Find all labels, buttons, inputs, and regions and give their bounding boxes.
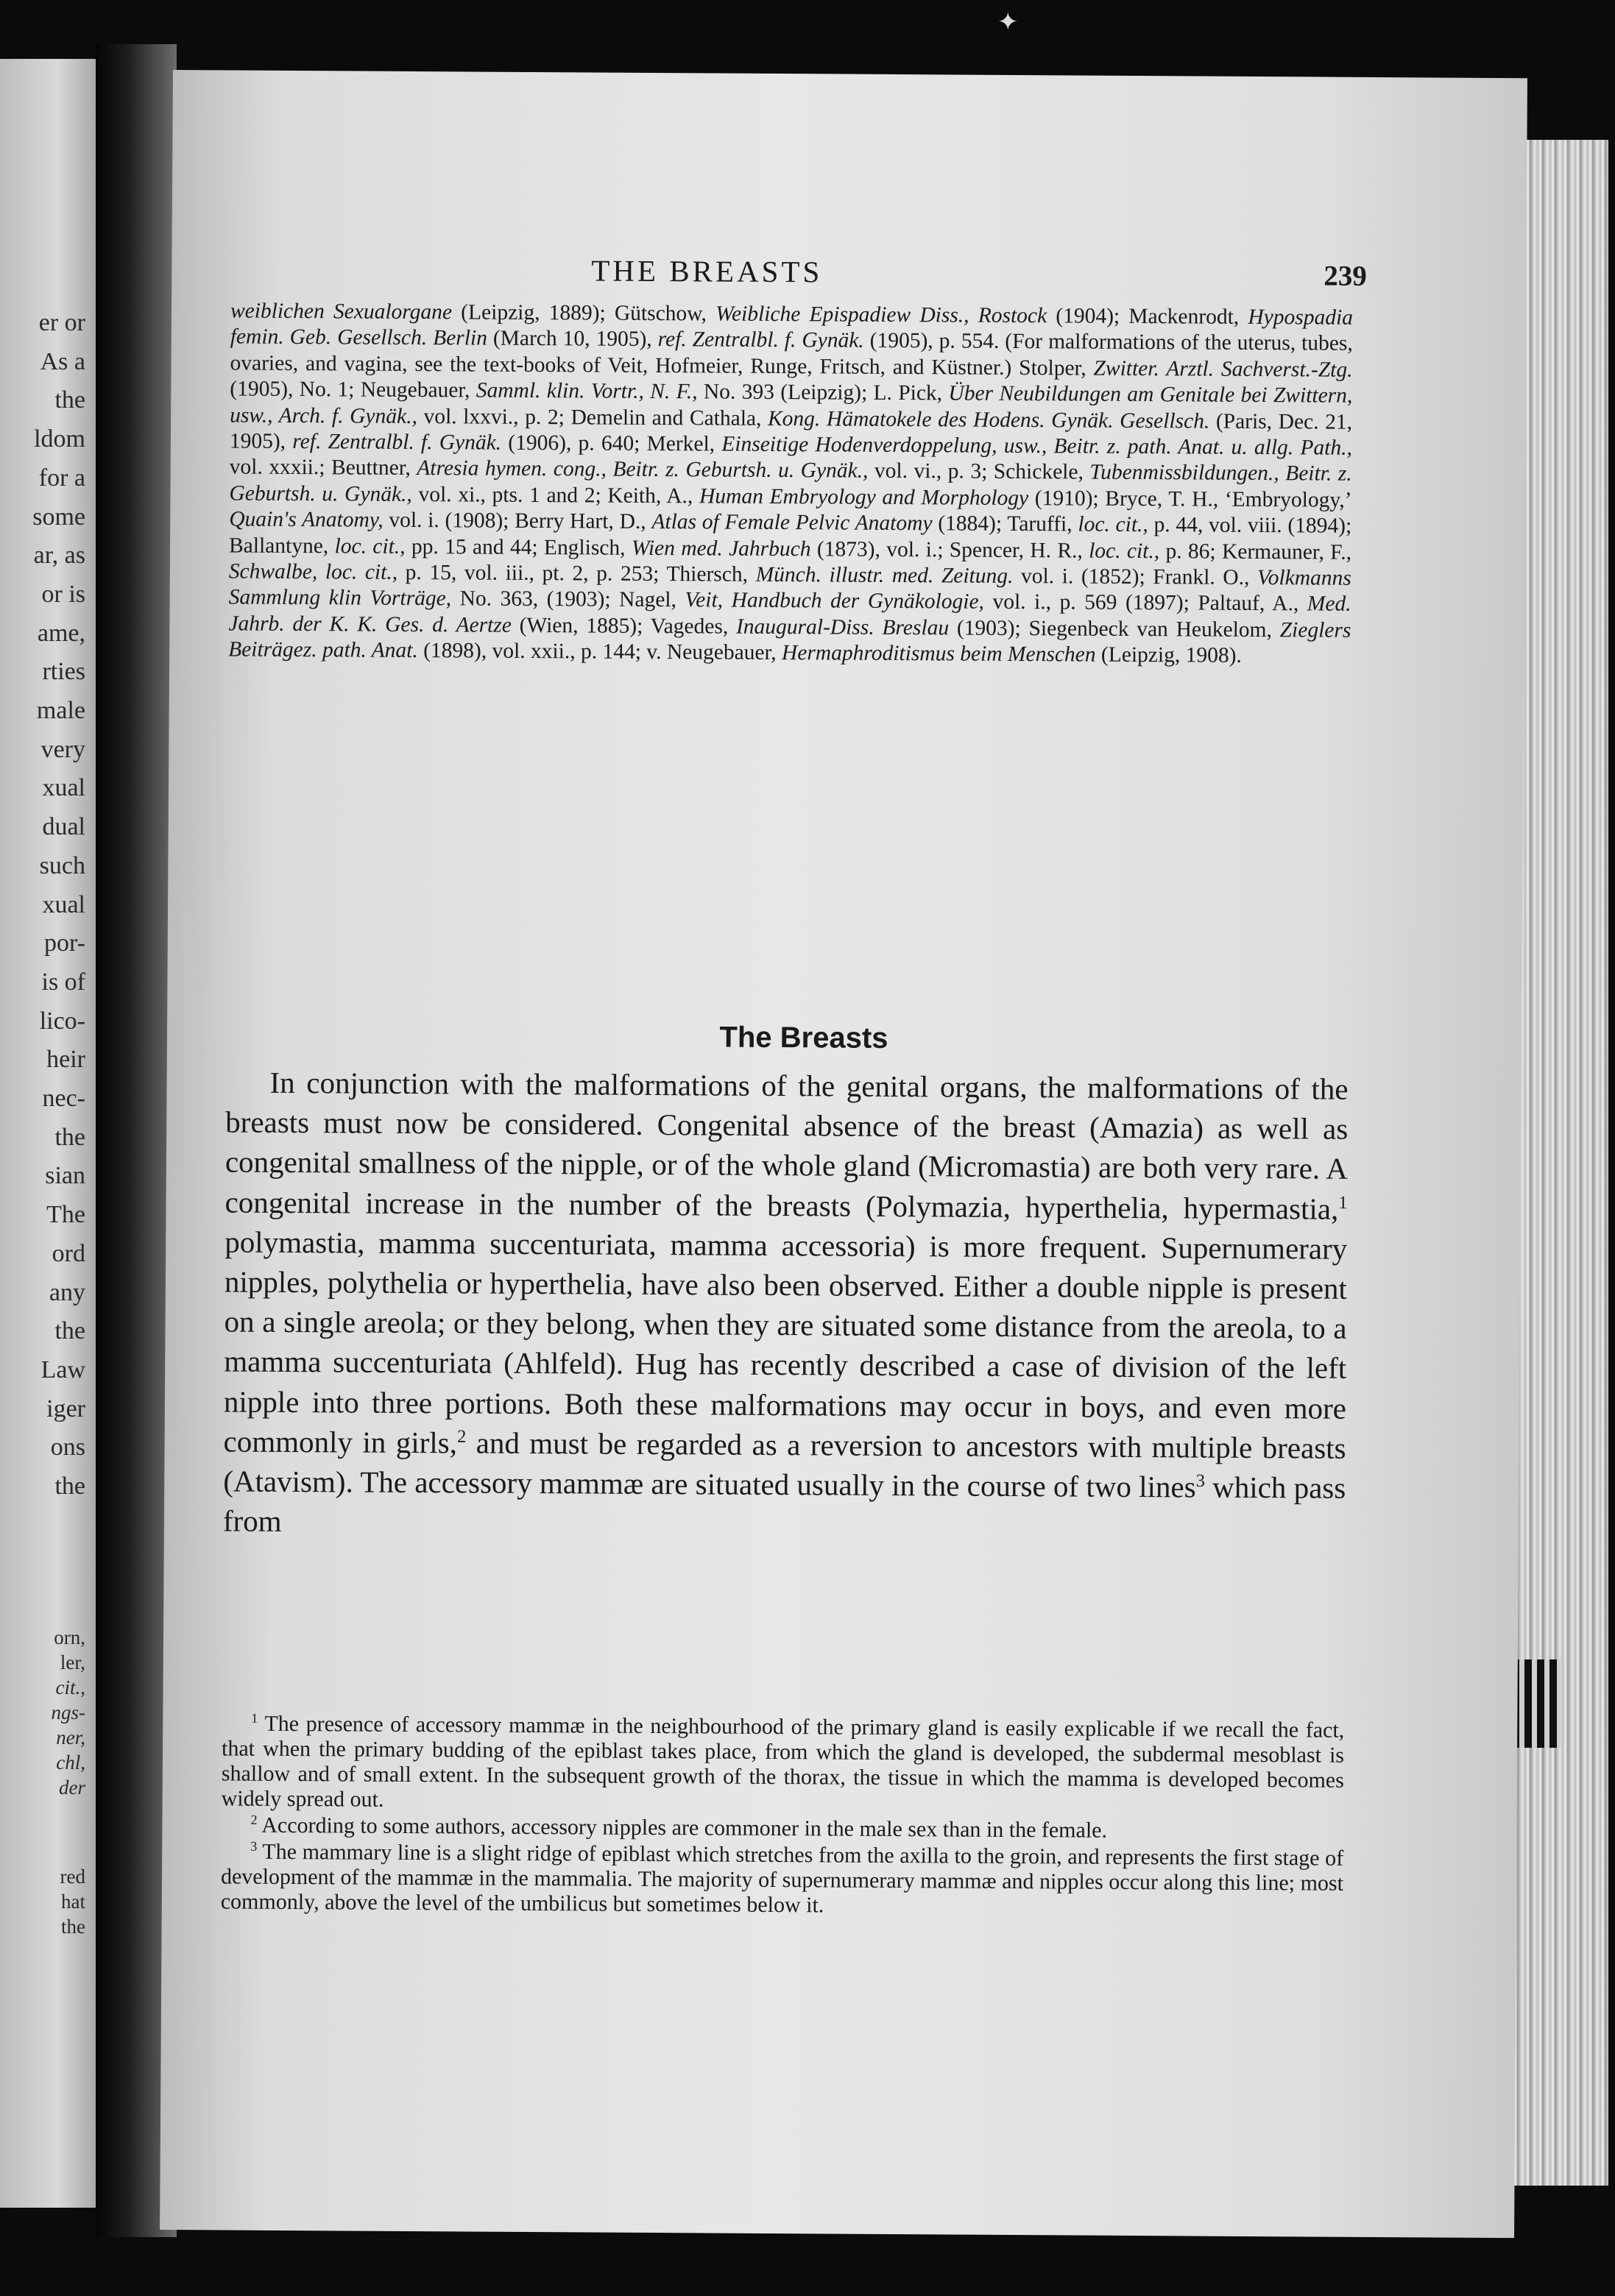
bib-citation: Einseitige Hodenverdoppelung, usw., Beitr. z. path. Anat. u. allg. Path.,: [721, 432, 1352, 460]
facing-page-line: red: [60, 1866, 85, 1888]
facing-page-line: xual: [42, 774, 85, 802]
facing-page-line: very: [40, 735, 85, 763]
body-text: and must be regarded as a reversion to ancestors with multiple breasts (Atavism). The accessory mammæ are situated usually in the course of two lines: [223, 1425, 1346, 1504]
bib-text: (1873), vol. i.; Spencer, H. R.,: [810, 536, 1089, 563]
bib-citation: Schwalbe, loc. cit.,: [228, 559, 398, 584]
bib-text: (1905), No. 1; Neugebauer,: [230, 377, 476, 403]
bib-citation: Med. Jahrb. der K. K. Ges. d. Aertze: [228, 592, 1351, 637]
facing-page-line: is of: [41, 968, 85, 996]
bib-text: vol. vi., p. 3; Schickele,: [868, 459, 1090, 485]
facing-page-line: iger: [46, 1395, 85, 1422]
bib-citation: Hypospadia femin. Geb. Gesellsch. Berlin: [230, 305, 1354, 351]
bibliography-block: [228, 298, 1353, 670]
bib-citation: Zieglers Beiträgez. path. Anat.: [228, 618, 1351, 663]
facing-page-line: ner,: [56, 1726, 85, 1748]
bib-text: (1903); Siegenbeck van Heukelom,: [949, 616, 1280, 642]
facing-page-line: the: [54, 1317, 85, 1345]
facing-page-line: er or: [38, 309, 85, 336]
bib-citation: Veit, Handbuch der Gynäkologie,: [685, 588, 985, 614]
bib-text: p. 15, vol. iii., pt. 2, p. 253; Thiersch,: [397, 560, 756, 587]
bib-text: No. 363, (1903); Nagel,: [451, 587, 685, 612]
facing-page-line: hat: [61, 1891, 85, 1913]
facing-page-line: the: [54, 1123, 85, 1151]
footnote-ref: 1: [1338, 1192, 1348, 1213]
bib-citation: ref. Zentralbl. f. Gynäk.: [657, 327, 864, 353]
bib-text: vol. xxxii.; Beuttner,: [229, 455, 417, 481]
bib-text: (Leipzig, 1889); Gütschow,: [451, 300, 716, 326]
facing-page-line: The: [46, 1201, 85, 1229]
facing-page-line: dual: [42, 813, 85, 841]
facing-page-line: ler,: [60, 1651, 85, 1673]
bib-citation: Atresia hymen. cong., Beitr. z. Geburtsh. u. Gynäk.,: [417, 456, 869, 483]
bib-text: vol. i., p. 569 (1897); Paltauf, A.,: [983, 590, 1307, 616]
footnote-ref: 2: [456, 1426, 467, 1447]
facing-page-line: nec-: [42, 1085, 85, 1112]
section-title: The Breasts: [719, 1021, 888, 1055]
bib-text: (March 10, 1905),: [487, 327, 658, 352]
facing-page-line: some: [32, 503, 85, 531]
running-title: THE BREASTS: [591, 253, 823, 289]
bib-text: (Paris, Dec. 21, 1905),: [229, 409, 1353, 454]
facing-page-line: ngs-: [51, 1701, 85, 1723]
book-page: [160, 70, 1527, 2238]
footnote-mark: 2: [250, 1812, 258, 1827]
body-text: which pass from: [222, 1470, 1346, 1539]
bib-text: (1898), vol. xxii., p. 144; v. Neugebauer,: [417, 639, 782, 665]
footnotes: [221, 1711, 1345, 1922]
facing-page-line: ame,: [37, 619, 85, 647]
facing-page-line: sian: [45, 1162, 85, 1190]
bib-citation: loc. cit.,: [1089, 539, 1160, 563]
bib-citation: Volkmanns Sammlung klin Vorträge,: [228, 566, 1351, 611]
footnote-text: The mammary line is a slight ridge of epiblast which stretches from the axilla to the groin, and represents the first stage of development of the mammæ in the mammalia. The majority of supernumerary mammæ and nipples occur along this line; most commonly, above the level of the umbilicus but sometimes below it.: [220, 1839, 1344, 1918]
bib-citation: Samml. klin. Vortr., N. F.,: [476, 378, 698, 404]
bib-citation: Human Embryology and Morphology: [699, 484, 1029, 510]
bib-text: (1905), p. 554. (For malformations of the uterus, tubes, ovaries, and vagina, see the text-books of Veit, Hofmeier, Runge, Fritsch, and Küstner.) Stolper,: [230, 329, 1353, 380]
facing-page-line: As a: [40, 347, 85, 375]
facing-page-line: por-: [44, 929, 85, 957]
footnote-mark: 1: [251, 1710, 258, 1726]
bib-text: (1904); Mackenrodt,: [1047, 304, 1248, 329]
bib-text: (1884); Taruffi,: [932, 511, 1078, 536]
bib-text: p. 86; Kermauner, F.,: [1159, 539, 1352, 564]
bib-text: vol. i. (1908); Berry Hart, D.,: [383, 509, 652, 534]
facing-page-line: Law: [40, 1356, 85, 1383]
bib-citation: Wien med. Jahrbuch: [631, 536, 811, 561]
bib-text: vol. lxxvi., p. 2; Demelin and Cathala,: [417, 404, 768, 431]
bib-text: vol. xi., pts. 1 and 2; Keith, A.,: [411, 482, 700, 509]
bib-citation: Inaugural-Diss. Breslau: [735, 614, 950, 640]
footnote: [221, 1839, 1344, 1921]
footnote-ref: 3: [1195, 1470, 1206, 1491]
bib-citation: Atlas of Female Pelvic Anatomy: [651, 510, 933, 536]
bib-text: vol. i. (1852); Frankl. O.,: [1013, 564, 1258, 590]
bib-text: (1906), p. 640; Merkel,: [501, 431, 722, 456]
facing-page-line: male: [36, 697, 85, 724]
facing-page-line: ar, as: [33, 542, 85, 570]
facing-page-line: heir: [46, 1046, 85, 1074]
bib-citation: loc. cit.,: [1078, 512, 1148, 537]
bib-text: (1910); Bryce, T. H., ‘Embryology,’: [1028, 486, 1352, 512]
bib-citation: Quain's Anatomy,: [229, 507, 384, 533]
facing-page-line: such: [39, 851, 85, 879]
bib-text: (Leipzig, 1908).: [1095, 642, 1242, 668]
bib-citation: weiblichen Sexualorgane: [230, 299, 453, 325]
facing-page-line: ord: [52, 1239, 85, 1267]
facing-page-line: rties: [42, 658, 85, 686]
facing-page-line: or is: [41, 580, 85, 608]
facing-page-line: xual: [42, 890, 85, 918]
facing-page-line: the: [61, 1916, 85, 1938]
footnote-text: According to some authors, accessory nipples are commoner in the male sex than in the female.: [257, 1813, 1108, 1843]
bib-citation: Zwitter. Arztl. Sachverst.-Ztg.: [1093, 356, 1353, 382]
facing-page-fragment: [0, 59, 96, 2208]
bib-citation: Kong. Hämatokele des Hodens. Gynäk. Gesellsch.: [767, 406, 1210, 433]
top-ornament-icon: ✦: [997, 9, 1019, 36]
page-number: 239: [1324, 260, 1367, 292]
bib-citation: Münch. illustr. med. Zeitung.: [755, 562, 1014, 589]
facing-page-line: der: [59, 1776, 85, 1799]
bib-citation: Über Neubildungen am Genitale bei Zwittern, usw., Arch. f. Gynäk.,: [230, 381, 1353, 428]
bib-text: No. 393 (Leipzig); L. Pick,: [697, 380, 949, 405]
facing-page-line: cit.,: [55, 1676, 85, 1698]
footnote-text: The presence of accessory mammæ in the neighbourhood of the primary gland is easily explicable if we recall the fact, that when the primary budding of the epiblast takes place, from which the gland is developed, the subdermal mesoblast is shallow and of small extent. In the subsequent growth of the thorax, the tissue in which the mamma is developed becomes widely spread out.: [221, 1711, 1345, 1812]
bib-citation: Weibliche Epispadiew Diss., Rostock: [715, 302, 1047, 328]
facing-page-line: for a: [38, 464, 85, 492]
facing-page-line: chl,: [56, 1751, 85, 1774]
body-paragraph: [223, 1062, 1349, 1548]
bib-citation: Tubenmissbildungen., Beitr. z. Geburtsh. u. Gynäk.,: [229, 461, 1352, 506]
bib-citation: loc. cit.,: [334, 534, 406, 559]
bib-text: p. 44, vol. viii. (1894); Ballantyne,: [228, 513, 1352, 559]
bib-citation: Hermaphroditismus beim Menschen: [781, 641, 1096, 667]
facing-page-line: ldom: [34, 425, 85, 453]
facing-page-line: orn,: [54, 1626, 85, 1648]
facing-page-line: the: [54, 1473, 85, 1500]
facing-page-line: ons: [50, 1434, 85, 1461]
body-text: polymastia, mamma succenturiata, mamma accessoria) is more frequent. Supernumerary nipples, polythelia or hyperthelia, have also been observed. Either a double nipple is present on a single areola; or they belong, when they are situated some distance from the areola, to a mamma succenturiata (Ahlfeld). Hug has recently described a case of division of the left nipple into three portions. Both these malformations may occur in boys, and even more commonly in girls,: [223, 1225, 1348, 1460]
bib-text: pp. 15 and 44; Englisch,: [405, 534, 632, 560]
facing-page-line: the: [54, 386, 85, 414]
footnote-mark: 3: [250, 1838, 258, 1854]
bib-text: (Wien, 1885); Vagedes,: [511, 613, 737, 639]
facing-page-line: any: [49, 1278, 85, 1306]
bib-citation: ref. Zentralbl. f. Gynäk.: [292, 430, 502, 455]
body-text: In conjunction with the malformations of the genital organs, the malformations of the breasts must now be considered. Congenital absence of the breast (Amazia) as well as congenital smallness of the nipple, or of the whole gland (Micromastia) are both very rare. A congenital increase in the number of the breasts (Polymazia, hyperthelia, hypermastia,: [225, 1065, 1349, 1226]
facing-page-line: lico-: [39, 1007, 85, 1035]
footnote: [222, 1711, 1345, 1818]
